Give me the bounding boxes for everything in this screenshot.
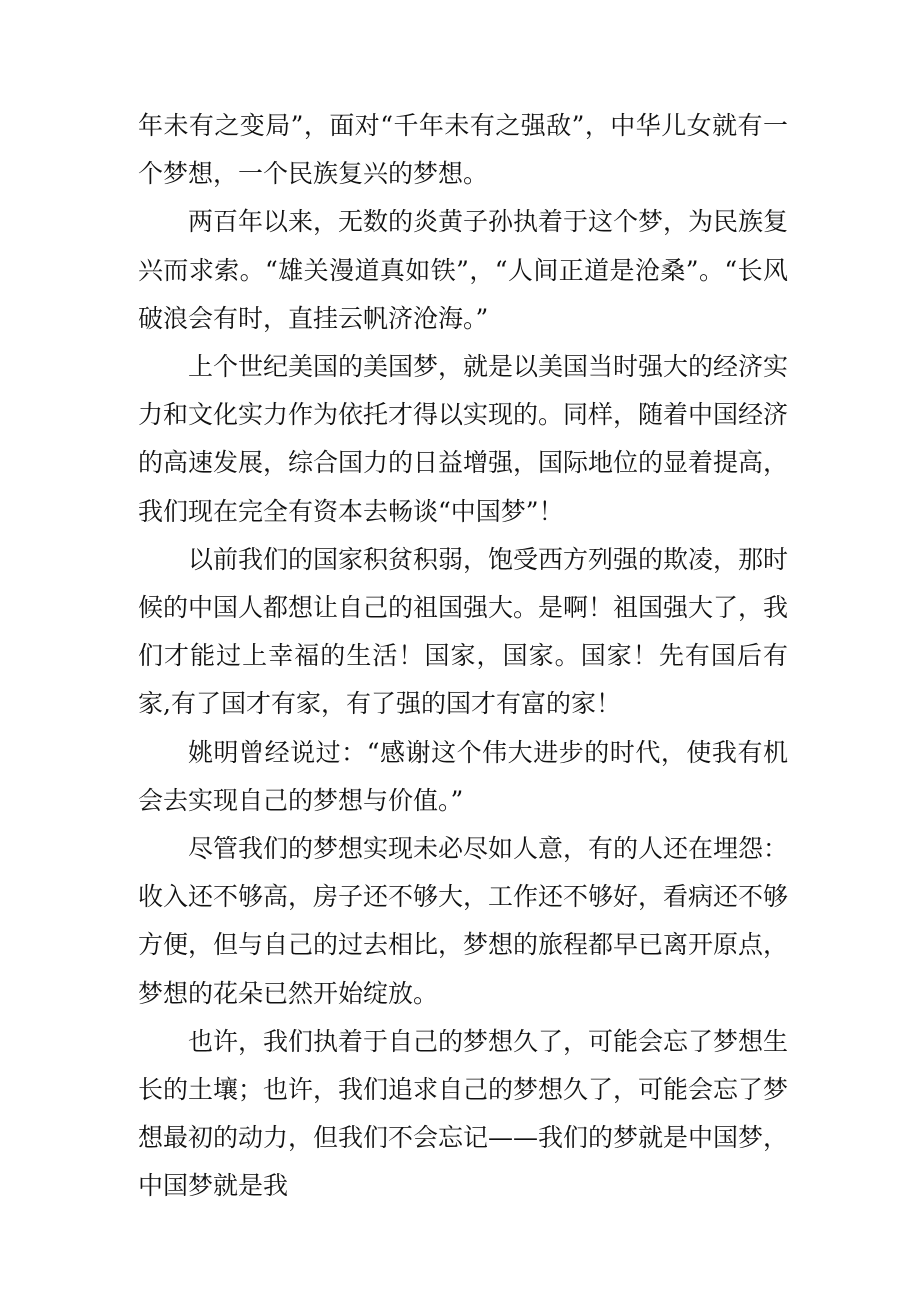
paragraph-continued: 年未有之变局”，面对“千年未有之强敌”，中华儿女就有一个梦想，一个民族复兴的梦想。 bbox=[138, 111, 788, 189]
paragraph: 尽管我们的梦想实现未必尽如人意，有的人还在埋怨：收入还不够高，房子还不够大，工作还不够好，看病还不够方便，但与自己的过去相比，梦想的旅程都早已离开原点，梦想的花朵已然开始绽放。 bbox=[138, 834, 789, 1008]
paragraph: 两百年以来，无数的炎黄子孙执着于这个梦，为民族复兴而求索。“雄关漫道真如铁”，“人间正道是沧桑”。“长风破浪会有时，直挂云帆济沧海。” bbox=[138, 207, 789, 333]
paragraph: 姚明曾经说过：“感谢这个伟大进步的时代，使我有机会去实现自己的梦想与价值。” bbox=[138, 737, 788, 815]
paragraph: 以前我们的国家积贫积弱，饱受西方列强的欺凌，那时候的中国人都想让自己的祖国强大。是啊！祖国强大了，我们才能过上幸福的生活！国家，国家。国家！先有国后有家,有了国才有家，有了强的国才有富的家！ bbox=[138, 544, 789, 719]
paragraph: 上个世纪美国的美国梦，就是以美国当时强大的经济实力和文化实力作为依托才得以实现的。同样，随着中国经济的高速发展，综合国力的日益增强，国际地位的显着提高，我们现在完全有资本去畅谈“中国梦”！ bbox=[138, 352, 789, 526]
document-body bbox=[138, 102, 788, 1211]
paragraph: 也许，我们执着于自己的梦想久了，可能会忘了梦想生长的土壤；也许，我们追求自己的梦想久了，可能会忘了梦想最初的动力，但我们不会忘记——我们的梦就是中国梦，中国梦就是我 bbox=[138, 1026, 789, 1201]
